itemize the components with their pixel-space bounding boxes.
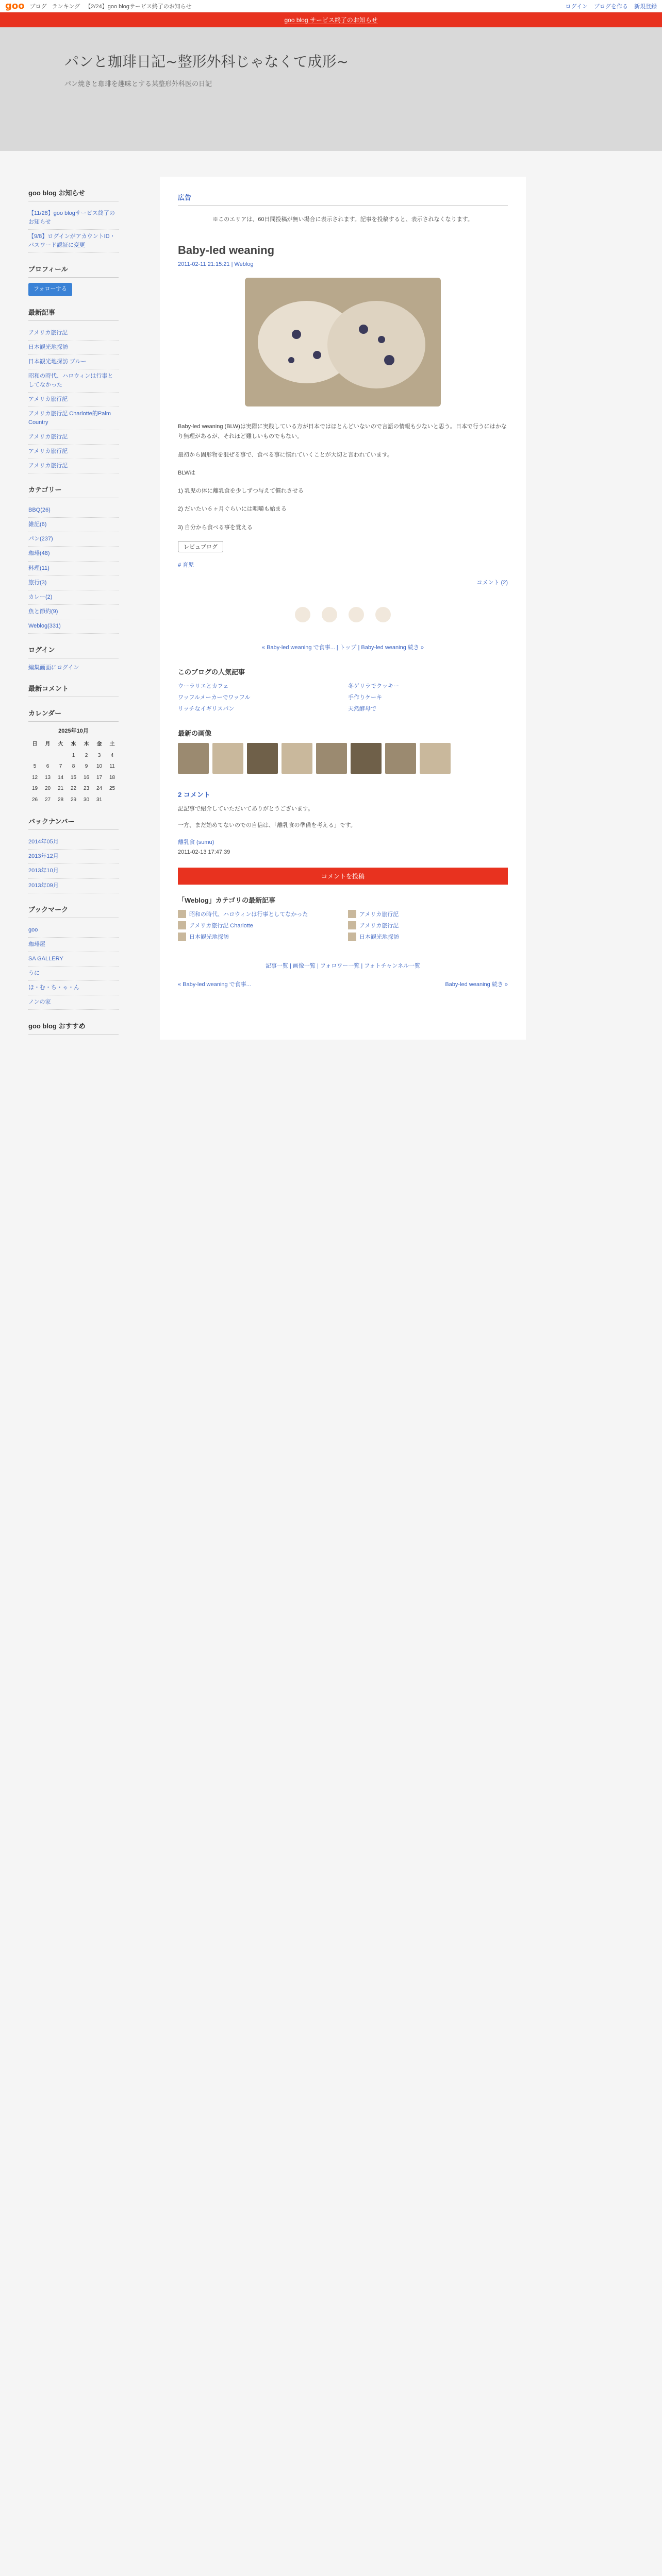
reaction-icon[interactable] (349, 607, 364, 622)
related-post-link[interactable]: 日本観光地探訪 (359, 934, 399, 940)
goo-logo[interactable]: goo (5, 1, 25, 11)
backnumber-link[interactable]: 2013年09月 (28, 882, 59, 889)
category-link-row (28, 605, 119, 619)
backnumber-link[interactable]: 2013年12月 (28, 853, 59, 860)
image-thumbs (178, 743, 508, 774)
related-post-link-row (348, 910, 508, 918)
category-link-row (28, 518, 119, 532)
prev-next-nav[interactable]: « Baby-led weaning で食事... | トップ | Baby-led weaning 続き » (261, 644, 424, 651)
popular-post-link[interactable]: 冬ゲリラでクッキー (348, 683, 399, 689)
thumb[interactable] (385, 743, 416, 774)
thumb[interactable] (351, 743, 382, 774)
popular-post-link[interactable]: ワッフルメーカーでワッフル (178, 694, 251, 701)
service-end-banner[interactable] (0, 12, 662, 27)
thumb-icon (178, 933, 186, 941)
comments-heading: 最新コメント (28, 684, 119, 697)
thumb-icon (348, 910, 356, 918)
post-paragraph: BLWは (178, 469, 196, 476)
recent-post-link[interactable]: アメリカ旅行記 Charlotte的Palm Country (28, 410, 111, 426)
post-paragraph: 最初から固形物を混ぜる事で、食べる事に慣れていくことが大切と言われています。 (178, 451, 393, 458)
reaction-buttons (178, 607, 508, 622)
bookmark-link-row (28, 967, 119, 981)
category-link-row (28, 547, 119, 561)
related-post-link[interactable]: 昭和の時代、ハロウィンは行事としてなかった (189, 911, 308, 918)
blog-title[interactable]: パンと珈琲日記~整形外科じゃなくて成形~ (64, 53, 349, 70)
related-post-link[interactable]: 日本観光地探訪 (189, 934, 229, 940)
popular-post-link-row (178, 682, 338, 690)
category-link-row (28, 562, 119, 576)
notice-heading: goo blog お知らせ (28, 188, 119, 201)
comment-date: 2011-02-13 17:47:39 (178, 849, 230, 855)
popular-heading: このブログの人気記事 (178, 668, 245, 676)
bookmark-link[interactable]: ほ・む・ち・ゃ・ん (28, 984, 79, 991)
backnumber-heading: バックナンバー (28, 817, 119, 830)
goo-recommend-heading: goo blog おすすめ (28, 1021, 119, 1035)
recent-post-link[interactable]: アメリカ旅行記 (28, 329, 68, 336)
calendar: 日 月 火 水 木 金 土 1 2 3 4 5 6 7 8 9 10 11 12 13 14 15 16 17 18 19 20 21 22 23 24 25 26 27 28 29 30 31 (31, 741, 115, 803)
reaction-icon[interactable] (295, 607, 310, 622)
main-content (160, 177, 526, 1040)
popular-post-link-row (178, 693, 338, 701)
post-paragraph: 1) 乳児の体に離乳食を少しずつ与えて慣れさせる (178, 488, 304, 494)
popular-post-link-row (178, 704, 338, 713)
recent-post-link-row (28, 393, 119, 407)
category-link[interactable]: 料理(11) (28, 565, 49, 571)
related-post-link-row (348, 933, 508, 941)
thumb[interactable] (316, 743, 347, 774)
bookmark-link-row (28, 981, 119, 995)
blog-header (0, 27, 662, 151)
bookmark-link[interactable]: うに (28, 970, 40, 976)
tag-link[interactable]: # 育児 (178, 562, 194, 568)
reblog-button[interactable]: レビュブログ (178, 541, 223, 552)
create-blog-link[interactable]: ブログを作る (594, 3, 628, 10)
post-paragraph: Baby-led weaning (BLW)は実際に実践している方が日本ではほとんどいないので言語の情報も少ないと思う。日本で行うにはかなり無理があるが、それほど難しいものでもない。 (178, 423, 507, 440)
comments-heading: 2 コメント (178, 790, 210, 799)
reaction-icon[interactable] (322, 607, 337, 622)
ad-heading: 広告 (178, 192, 508, 206)
category-link-row (28, 532, 119, 547)
recent-post-link-row (28, 369, 119, 393)
post-comment-button[interactable]: コメントを投稿 (178, 868, 508, 885)
recent-post-link-row (28, 407, 119, 430)
category-heading: カテゴリー (28, 485, 119, 498)
sidebar (28, 177, 119, 1040)
related-post-link-row (348, 921, 508, 929)
popular-post-link-row (348, 704, 508, 713)
recent-post-link[interactable]: アメリカ旅行記 (28, 448, 68, 455)
popular-post-link-row (348, 693, 508, 701)
bookmark-heading: ブックマーク (28, 905, 119, 918)
thumb-icon (178, 921, 186, 929)
bread-photo (245, 278, 441, 406)
recent-post-link[interactable]: 日本観光地探訪 (28, 344, 68, 350)
blog-description: パン焼きと珈琲を趣味とする某整形外科医の日記 (64, 80, 212, 88)
recent-post-link[interactable]: アメリカ旅行記 (28, 396, 68, 402)
popular-post-link[interactable]: ウーラリエとカフェ (178, 683, 229, 689)
recent-post-link-row (28, 445, 119, 459)
related-post-link[interactable]: アメリカ旅行記 (359, 922, 399, 929)
profile-heading: プロフィール (28, 264, 119, 278)
category-link-row (28, 576, 119, 590)
bookmark-link[interactable]: ノンの家 (28, 998, 51, 1005)
toolbar-link-blog[interactable]: ブログ (29, 3, 47, 10)
ad-note: ※このエリアは、60日間投稿が無い場合に表示されます。記事を投稿すると、表示されなくなります。 (212, 216, 473, 223)
recent-post-link[interactable]: アメリカ旅行記 (28, 463, 68, 469)
backnumber-link-row (28, 864, 119, 878)
bookmark-link[interactable]: goo (28, 926, 38, 933)
backnumber-link[interactable]: 2014年05月 (28, 839, 59, 845)
login-heading: ログイン (28, 645, 119, 658)
calendar-heading: カレンダー (28, 708, 119, 722)
bookmark-link-row (28, 938, 119, 952)
recent-heading: 最新記事 (28, 308, 119, 321)
prev-post-link[interactable]: « Baby-led weaning で食事... (178, 981, 251, 988)
related-post-link-row (178, 910, 338, 918)
popular-post-link-row (348, 682, 508, 690)
backnumber-link[interactable]: 2013年10月 (28, 868, 59, 874)
edit-login-link[interactable]: 編集画面にログイン (28, 664, 79, 671)
thumb[interactable] (420, 743, 451, 774)
comment-text: 一方、まだ始めてないのでの自信は、「離乳食の準備を考える」です。 (178, 822, 356, 829)
backnumber-link-row (28, 879, 119, 893)
popular-post-link[interactable]: 手作りケーキ (348, 694, 382, 701)
recent-post-link[interactable]: アメリカ旅行記 (28, 434, 68, 440)
category-link[interactable]: 旅行(3) (28, 579, 47, 586)
login-link[interactable]: ログイン (565, 3, 588, 10)
thumb-icon (348, 933, 356, 941)
recent-post-link[interactable]: 昭和の時代、ハロウィンは行事としてなかった (28, 372, 113, 388)
comment-text: 記記事で紹介していただいてありがとうございます。 (178, 805, 314, 812)
next-post-link[interactable]: Baby-led weaning 続き » (445, 981, 508, 988)
recent-post-link[interactable]: 日本観光地探訪 ブルー (28, 358, 87, 365)
thumb-icon (178, 910, 186, 918)
recent-post-link-row (28, 326, 119, 341)
category-link[interactable]: パン(237) (28, 536, 53, 543)
comment (178, 804, 508, 857)
recent-post-link-row (28, 459, 119, 473)
banner-text: goo blog サービス終了のお知らせ (284, 16, 378, 24)
post-paragraph: 3) 自分から食べる事を覚える (178, 524, 253, 531)
thumb[interactable] (178, 743, 209, 774)
backnumber-link-row (28, 835, 119, 850)
comment-author[interactable]: 離乳食 (sumu) (178, 839, 214, 846)
notice-item[interactable]: 【11/28】goo blogサービス終了のお知らせ (28, 210, 115, 226)
category-link-row (28, 590, 119, 605)
related-post-link[interactable]: アメリカ旅行記 Charlotte (189, 922, 253, 929)
toolbar-link-notice[interactable]: 【2/24】goo blogサービス終了のお知らせ (85, 3, 192, 10)
thumb[interactable] (212, 743, 243, 774)
calendar-month: 2025年10月 (58, 728, 89, 735)
toolbar-link-ranking[interactable]: ランキング (52, 3, 80, 10)
related-post-link-row (178, 921, 338, 929)
notice-item[interactable]: 【9/8】ログインがアカウントID・パスワード認証に変更 (28, 233, 115, 249)
reaction-icon[interactable] (375, 607, 391, 622)
footer-links[interactable]: 記事一覧 | 画像一覧 | フォロワー一覧 | フォトチャンネル一覧 (265, 962, 421, 969)
recent-post-link-row (28, 355, 119, 369)
toolbar (0, 0, 662, 12)
recent-post-link-row (28, 430, 119, 445)
category-link-row (28, 619, 119, 634)
post-paragraph: 2) だいたい６ヶ月ぐらいには咀嚼も始まる (178, 506, 287, 513)
post-title[interactable]: Baby-led weaning (178, 244, 275, 257)
related-post-link-row (178, 933, 338, 941)
related-post-link[interactable]: アメリカ旅行記 (359, 911, 399, 918)
category-link[interactable]: カレー(2) (28, 594, 53, 600)
category-link[interactable]: 珈琲(48) (28, 550, 50, 557)
follow-button[interactable]: フォローする (28, 283, 72, 296)
register-link[interactable]: 新規登録 (634, 3, 657, 10)
category-link[interactable]: BBQ(26) (28, 507, 51, 514)
popular-post-link[interactable]: リッチなイギリスパン (178, 705, 235, 712)
thumb[interactable] (247, 743, 278, 774)
category-link[interactable]: Weblog(331) (28, 622, 61, 629)
post-date[interactable]: 2011-02-11 21:15:21 | Weblog (178, 261, 254, 267)
thumb-icon (348, 921, 356, 929)
category-link[interactable]: 魚と節約(9) (28, 608, 58, 615)
popular-post-link[interactable]: 天然酵母で (348, 705, 376, 712)
bookmark-link[interactable]: 珈琲屋 (28, 941, 45, 947)
backnumber-link-row (28, 850, 119, 864)
category-recent-heading: 「Weblog」カテゴリの最新記事 (178, 896, 276, 904)
bookmark-link[interactable]: SA GALLERY (28, 955, 63, 962)
bookmark-link-row (28, 952, 119, 967)
thumb[interactable] (282, 743, 312, 774)
recent-post-link-row (28, 341, 119, 355)
category-link[interactable]: 雑記(6) (28, 521, 47, 528)
category-link-row (28, 503, 119, 518)
recent-images-heading: 最新の画像 (178, 729, 212, 737)
comment-count[interactable]: コメント (2) (476, 579, 508, 586)
bookmark-link-row (28, 923, 119, 938)
bookmark-link-row (28, 995, 119, 1010)
